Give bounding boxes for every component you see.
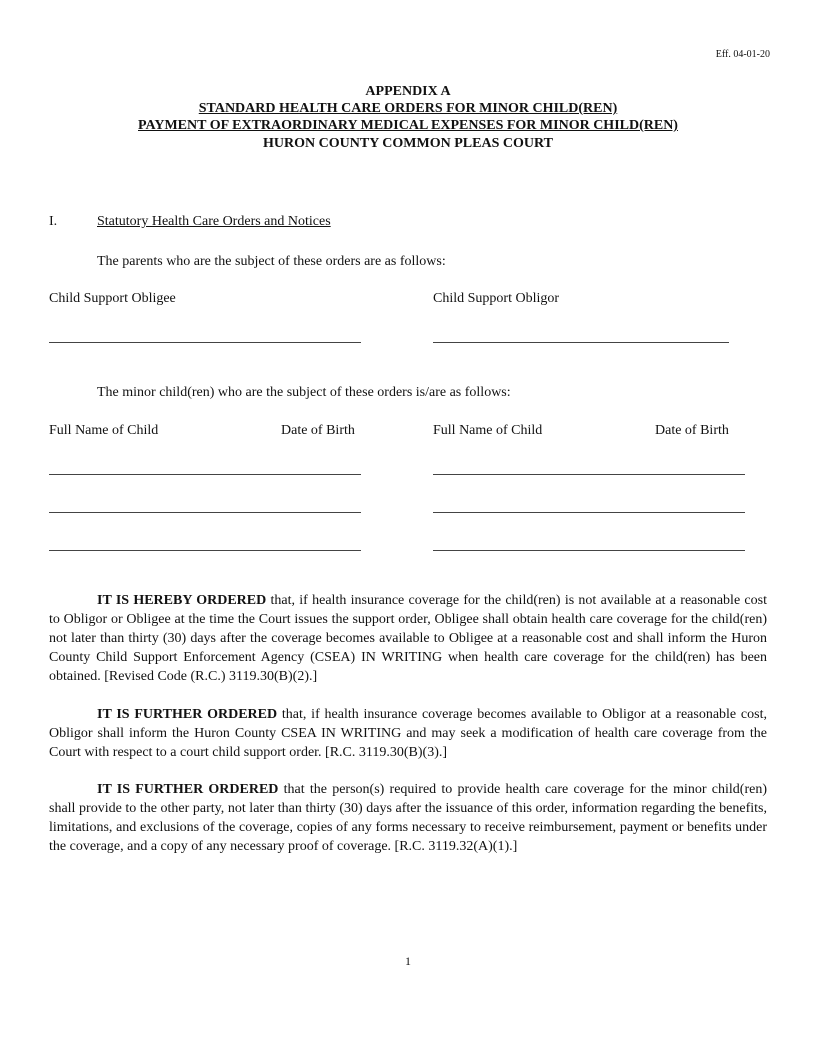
expenses-title: PAYMENT OF EXTRAORDINARY MEDICAL EXPENSES FOR MINOR CHILD(REN) <box>138 118 678 133</box>
order-text-2: that, if health insurance coverage becomes available to Obligor at a reasonable cost, Obligor shall inform the Huron County CSEA IN WRITING and may seek a modification of health care coverage from the Court with respect to a court child support order. [R.C. 3119.30(B)(3).] <box>49 707 767 760</box>
child-name-header-right: Full Name of Child <box>433 423 543 438</box>
children-intro: The minor child(ren) who are the subject of these orders is/are as follows: <box>97 385 511 400</box>
child-line-right-2[interactable] <box>433 512 745 513</box>
order-text-3: that the person(s) required to provide health care coverage for the minor child(ren) shall provide to the other party, not later than thirty (30) days after the issuance of this order, information regarding the benefits, limitations, and exclusions of the coverage, copies of any forms necessary to receive reimbursement, payment or benefits under the coverage, and a copy of any necessary proof of coverage. [R.C. 3119.32(A)(1).] <box>49 782 767 854</box>
child-line-right-3[interactable] <box>433 550 745 551</box>
obligee-name-line[interactable] <box>49 342 361 343</box>
section-title: Statutory Health Care Orders and Notices <box>97 214 331 229</box>
parents-intro: The parents who are the subject of these orders are as follows: <box>97 254 446 269</box>
child-line-right-1[interactable] <box>433 474 745 475</box>
order-paragraph-2 <box>49 705 767 762</box>
order-lead-3: IT IS FURTHER ORDERED <box>97 782 279 797</box>
child-dob-header-left: Date of Birth <box>281 423 355 438</box>
order-lead-1: IT IS HEREBY ORDERED <box>97 593 267 608</box>
child-dob-header-right: Date of Birth <box>655 423 729 438</box>
orders-title: STANDARD HEALTH CARE ORDERS FOR MINOR CHILD(REN) <box>198 101 618 116</box>
child-name-header-left: Full Name of Child <box>49 423 159 438</box>
order-paragraph-1 <box>49 591 767 686</box>
order-lead-2: IT IS FURTHER ORDERED <box>97 707 278 722</box>
appendix-title: APPENDIX A <box>365 84 451 99</box>
page-number: 1 <box>405 954 411 968</box>
child-line-left-2[interactable] <box>49 512 361 513</box>
order-paragraph-3 <box>49 780 767 856</box>
obligor-name-line[interactable] <box>433 342 729 343</box>
obligee-label: Child Support Obligee <box>49 291 176 306</box>
effective-date: Eff. 04-01-20 <box>715 49 770 60</box>
court-title: HURON COUNTY COMMON PLEAS COURT <box>263 136 553 151</box>
child-line-left-1[interactable] <box>49 474 361 475</box>
obligor-label: Child Support Obligor <box>433 291 560 306</box>
section-number: I. <box>49 214 58 229</box>
child-line-left-3[interactable] <box>49 550 361 551</box>
order-text-1: that, if health insurance coverage for the child(ren) is not available at a reasonable cost to Obligor or Obligee at the time the Court issues the support order, Obligee shall obtain health care coverage for the child(ren) not later than thirty (30) days after the coverage becomes available to Obligee at a reasonable cost and shall inform the Huron County Child Support Enforcement Agency (CSEA) IN WRITING when health care coverage for the child(ren) has been obtained. [Revised Code (R.C.) 3119.30(B)(2).] <box>49 593 767 684</box>
